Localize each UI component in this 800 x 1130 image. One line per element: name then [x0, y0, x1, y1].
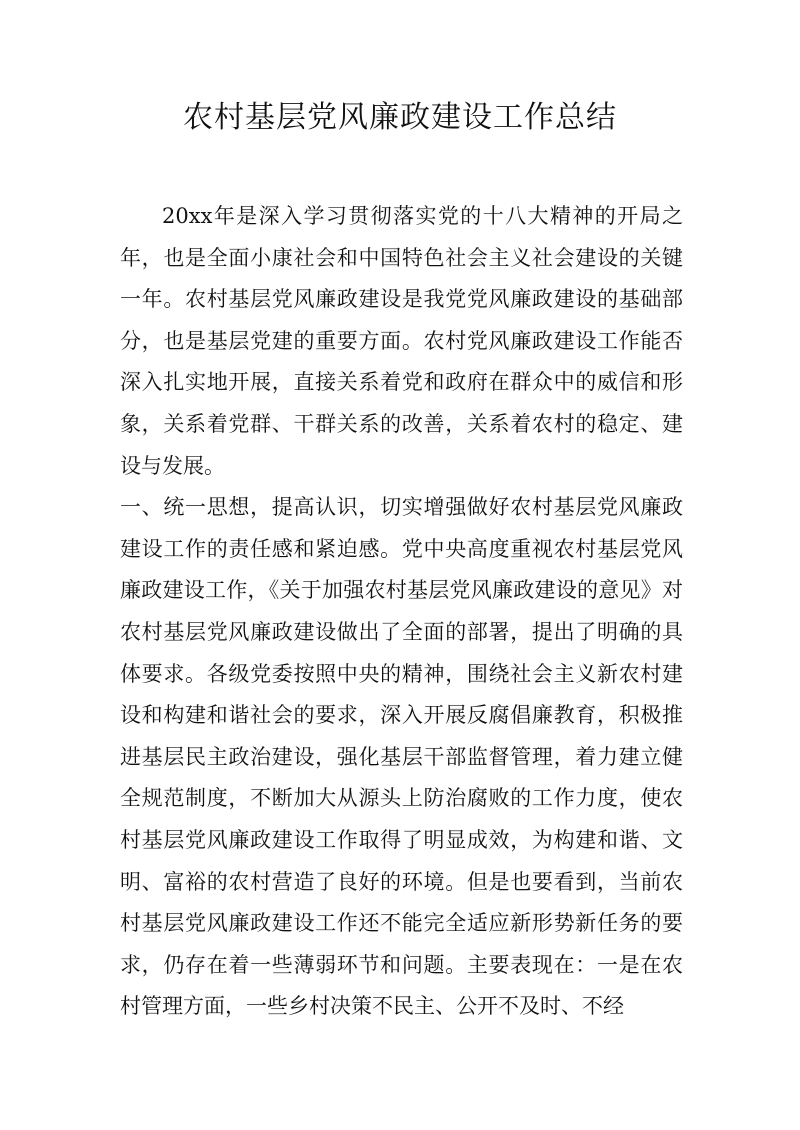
document-title: 农村基层党风廉政建设工作总结 [183, 100, 617, 135]
paragraph-intro: 20xx年是深入学习贯彻落实党的十八大精神的开局之年，也是全面小康社会和中国特色社会主义社会建设的关键一年。农村基层党风廉政建设是我党党风廉政建设的基础部分，也是基层党建的重要方面。农村党风廉政建设工作能否深入扎实地开展，直接关系着党和政府在群众中的威信和形象，关系着党群、干群关系的改善，关系着农村的稳定、建设与发展。 [120, 204, 683, 478]
paragraph-section-one: 一、统一思想，提高认识，切实增强做好农村基层党风廉政建设工作的责任感和紧迫感。党中央高度重视农村基层党风廉政建设工作，《关于加强农村基层党风廉政建设的意见》对农村基层党风廉政建设做出了全面的部署，提出了明确的具体要求。各级党委按照中央的精神，围绕社会主义新农村建设和构建和谐社会的要求，深入开展反腐倡廉教育，积极推进基层民主政治建设，强化基层干部监督管理，着力建立健全规范制度，不断加大从源头上防治腐败的工作力度，使农村基层党风廉政建设工作取得了明显成效，为构建和谐、文明、富裕的农村营造了良好的环境。但是也要看到，当前农村基层党风廉政建设工作还不能完全适应新形势新任务的要求，仍存在着一些薄弱环节和问题。主要表现在：一是在农村管理方面，一些乡村决策不民主、公开不及时、不经 [120, 495, 683, 1019]
document-body [120, 196, 683, 1028]
